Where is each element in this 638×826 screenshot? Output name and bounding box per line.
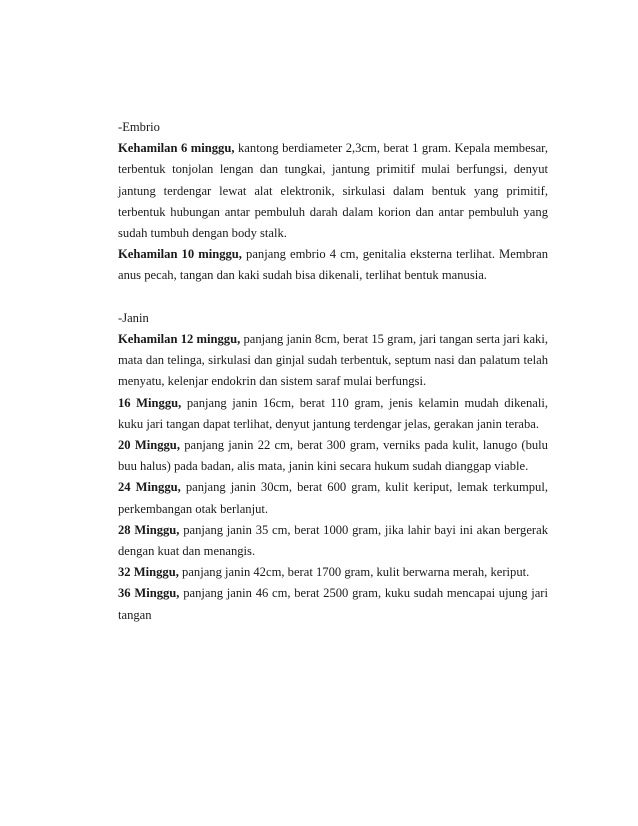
- paragraph-title: 28 Minggu,: [118, 522, 180, 537]
- section-heading-janin: -Janin: [118, 310, 149, 325]
- paragraph-text: panjang embrio 4 cm, genitalia eksterna terlihat. Membran anus pecah, tangan dan kaki sudah bisa dikenali, terlihat bentuk manusia.: [118, 247, 549, 283]
- paragraph-text: panjang janin 16cm, berat 110 gram, jenis kelamin mudah dikenali, kuku jari tangan dapat terlihat, denyut jantung terdengar jelas, gerakan janin teraba.: [118, 395, 548, 431]
- paragraph-janin-28-minggu: [118, 520, 548, 562]
- paragraph-janin-32-minggu: [118, 562, 548, 583]
- paragraph-text: panjang janin 35 cm, berat 1000 gram, jika lahir bayi ini akan bergerak dengan kuat dan menangis.: [118, 522, 548, 559]
- paragraph-janin-16-minggu: [118, 393, 548, 435]
- paragraph-title: Kehamilan 10 minggu,: [118, 247, 242, 262]
- paragraph-title: 32 Minggu,: [118, 565, 179, 580]
- paragraph-text: panjang janin 30cm, berat 600 gram, kulit keriput, lemak terkumpul, perkembangan otak berlanjut.: [118, 480, 548, 516]
- paragraph-janin-12-minggu: [118, 329, 548, 393]
- paragraph-text: panjang janin 42cm, berat 1700 gram, kulit berwarna merah, keriput.: [178, 565, 530, 580]
- paragraph-title: 36 Minggu,: [118, 586, 180, 601]
- paragraph-title: 24 Minggu,: [118, 480, 181, 495]
- paragraph-embrio-6-minggu: [118, 138, 548, 244]
- paragraph-title: Kehamilan 12 minggu,: [118, 332, 241, 347]
- document-page: [118, 117, 548, 626]
- paragraph-embrio-10-minggu: [118, 244, 548, 286]
- paragraph-title: 16 Minggu,: [118, 395, 182, 410]
- section-heading-embrio: -Embrio: [118, 120, 160, 134]
- paragraph-janin-20-minggu: [118, 435, 548, 477]
- paragraph-janin-36-minggu: [118, 583, 548, 625]
- section-spacer: [118, 287, 548, 308]
- paragraph-text: panjang janin 46 cm, berat 2500 gram, kuku sudah mencapai ujung jari tangan: [118, 586, 548, 622]
- paragraph-text: panjang janin 8cm, berat 15 gram, jari tangan serta jari kaki, mata dan telinga, sirkulasi dan ginjal sudah terbentuk, septum nasi dan palatum telah menyatu, kelenjar endokrin dan sistem saraf mulai berfungsi.: [118, 332, 548, 389]
- paragraph-text: panjang janin 22 cm, berat 300 gram, verniks pada kulit, lanugo (bulu buu halus) pada badan, alis mata, janin kini secara hukum sudah dianggap viable.: [118, 438, 548, 474]
- paragraph-title: 20 Minggu,: [118, 438, 180, 453]
- paragraph-title: Kehamilan 6 minggu,: [118, 141, 235, 156]
- paragraph-text: kantong berdiameter 2,3cm, berat 1 gram. Kepala membesar, terbentuk tonjolan lengan dan tungkai, jantung primitif mulai berfungsi, denyut jantung terdengar lewat alat elektronik, sirkulasi dalam bentuk yang primitif, terbentuk hubungan antar pembuluh darah dalam korion dan antar pembuluh yang sudah tumbuh dengan body stalk.: [118, 141, 549, 241]
- paragraph-janin-24-minggu: [118, 477, 548, 519]
